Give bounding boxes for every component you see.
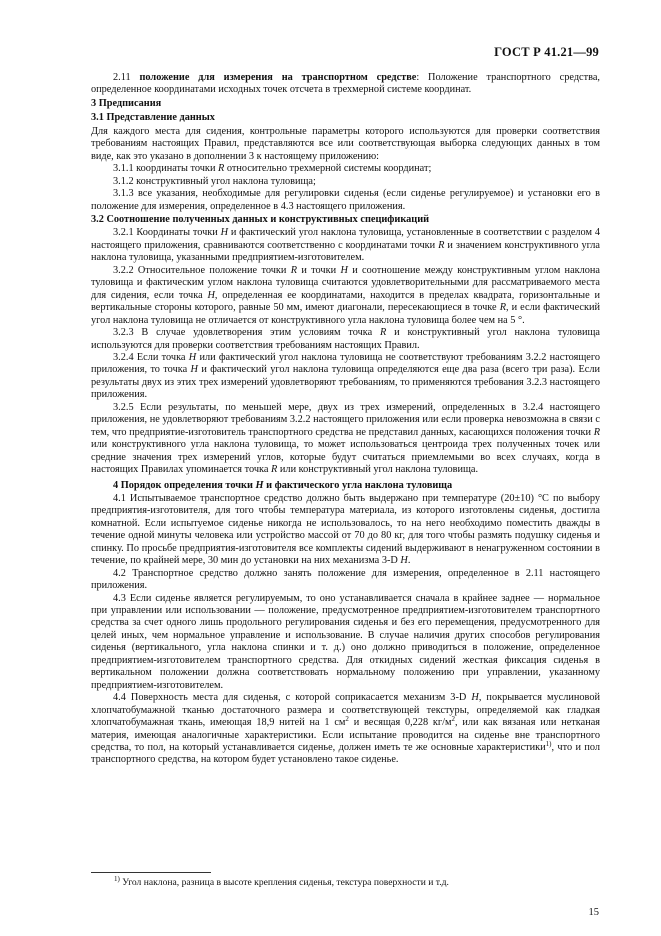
footnote-divider bbox=[91, 872, 211, 873]
item-3-1-1: 3.1.1 координаты точки R относительно трехмерной системы координат; bbox=[113, 163, 432, 175]
section-3-2-title: 3.2 Соотношение полученных данных и конструктивных спецификаций bbox=[91, 213, 430, 225]
standard-header: ГОСТ Р 41.21—99 bbox=[494, 45, 599, 59]
footnote-ref: 1) bbox=[545, 740, 552, 749]
term-measurement-position: положение для измерения на транспортном средстве bbox=[139, 72, 417, 83]
paragraph-4-3: 4.3 Если сиденье является регулируемым, то оно устанавливается сначала в крайнее заднее — нормальное при управлении или использовании — положение, предусмотренное предприятием-изготовителем транспортного средства за счет одного лишь продольного регулирования сиденья и без его перемещения, предусмотренного для целей иных, чем нормальное управление и использование. В случае наличия других способов регулирования сиденья (вертикального, угла наклона спинки и т. д.) оно должно приводиться в положение, определенное предприятием-изготовителем транспортного средства. Для откидных сидений жесткая фиксация сиденья в вертикальном положении должна соответствовать нормальному положению при управлении, указанному предприятием-изготовителем. bbox=[91, 592, 600, 691]
paragraph-2-11: 2.11 положение для измерения на транспортном средстве: Положение транспортного средства, определенное координатами исходных точек отсчета в трехмерной системе координат. bbox=[91, 72, 600, 96]
paragraph-4-2: 4.2 Транспортное средство должно занять положение для измерения, определенное в 2.11 настоящего приложения. bbox=[91, 567, 600, 592]
paragraph-3-2-5: 3.2.5 Если результаты, по меньшей мере, двух из трех измерений, определенных в 3.2.4 настоящего приложения, не удовлетворяют требованиям 3.2.2 настоящего приложения или если проверка невозможна в связи с тем, что предприятие-изготовитель транспортного средства не представил данных, касающихся положения точки R или конструктивного угла наклона туловища, то может использоваться центроида трех полученных точек или средние значения трех измерений углов, которые будут считаться приемлемыми во всех случаях, когда в настоящих Правилах упоминается точка R или конструктивный угол наклона туловища. bbox=[91, 401, 600, 476]
page-number: 15 bbox=[588, 907, 599, 918]
paragraph-4-4: 4.4 Поверхность места для сиденья, с которой соприкасается механизм 3-D H, покрывается муслиновой хлопчатобумажной тканью достаточного размера и соответствующей текстуры, определяемой как гладкая хлопчатобумажная ткань, имеющая 18,9 нитей на 1 $см^2$ и весящая 0,228 $кг/м^2$, или как вязаная или нетканая материя, имеющая аналогичные характеристики. Если испытание проводится на сиденье вне транспортного средства, то пол, на который устанавливается сиденье, должен иметь те же основные характеристики$^{1)}$, что и пол транспортного средства, на котором будет установлено такое сиденье. bbox=[91, 692, 601, 766]
item-3-1-2: 3.1.2 конструктивный угол наклона туловища; bbox=[113, 175, 316, 187]
footnote: $^{1)}$ Угол наклона, разница в высоте крепления сиденья, текстура поверхности и т.д. bbox=[114, 875, 449, 888]
paragraph-3-2-4: 3.2.4 Если точка H или фактический угол наклона туловища не соответствуют требованиям 3.2.2 настоящего приложения, то точка H и фактический угол наклона туловища определяются еще два раза (всего три раза). Если результаты двух из этих трех измерений удовлетворяют требованиям, то применяются требования 3.2.3 настоящего приложения. bbox=[91, 351, 600, 401]
paragraph-3-2-3: 3.2.3 В случае удовлетворения этим условиям точка R и конструктивный угол наклона туловища используются для проверки соответствия требованиям настоящих Правил. bbox=[91, 327, 600, 351]
section-3-1-title: 3.1 Представление данных bbox=[91, 112, 215, 124]
paragraph-3-2-1: 3.2.1 Координаты точки H и фактический угол наклона туловища, установленные в соответствии с разделом 4 настоящего приложения, сравниваются соответственно с координатами точки R и значением конструктивного угла наклона туловища, указанными предприятием-изготовителем. bbox=[91, 227, 601, 264]
document-body bbox=[91, 72, 600, 767]
paragraph-3-1-intro: Для каждого места для сидения, контрольные параметры которого используются для проверки соответствия требованиям настоящих Правил, представляются все или соответствующая выборка следующих данных в том виде, как это указано в дополнении 3 к настоящему приложению: bbox=[91, 125, 600, 162]
section-4-title: 4 Порядок определения точки H и фактического угла наклона туловища bbox=[113, 479, 453, 491]
item-3-1-3: 3.1.3 все указания, необходимые для регулировки сиденья (если сиденье регулируемое) и установки его в положение для измерения, определенное в 4.3 настоящего приложения. bbox=[91, 188, 600, 212]
paragraph-3-2-2: 3.2.2 Относительное положение точки R и точки H и соотношение между конструктивным углом наклона туловища и фактическим углом наклона туловища считаются удовлетворительными для рассматриваемого места для сидения, если точка H, определенная ее координатами, находится в пределах квадрата, горизонтальные и вертикальные стороны которого, равные 50 мм, имеют диагонали, пересекающиеся в точке R, и если фактический угол наклона туловища не отличается от конструктивного угла наклона туловища более чем на 5 °. bbox=[91, 264, 601, 326]
section-3-title: 3 Предписания bbox=[91, 97, 162, 109]
paragraph-4-1: 4.1 Испытываемое транспортное средство должно быть выдержано при температуре (20±10) °С по выбору предприятия-изготовителя, для того чтобы температура материала, из которого изготовлены сиденья, достигла комнатной. Если испытуемое сиденье никогда не использовалось, то на него необходимо поместить дважды в течение одной минуты человека или устройство массой от 70 до 80 кг, для того чтобы размять подушку сиденья и спинку. По просьбе предприятия-изготовителя все комплекты сидений выдерживают в ненагруженном состоянии в течение, по крайней мере, 30 мин до установки на них механизма 3-D H. bbox=[91, 492, 600, 567]
